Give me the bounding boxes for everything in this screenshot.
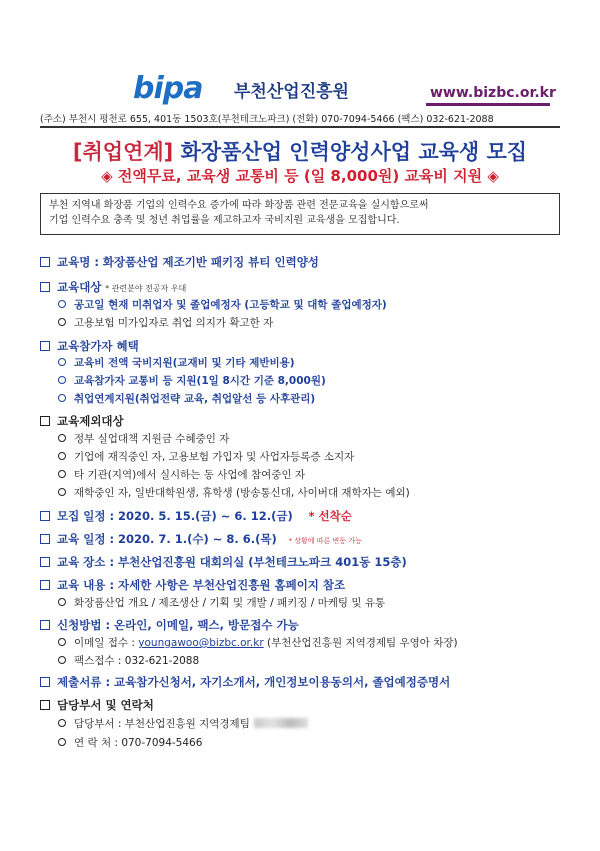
apply-fax-item: 팩스접수 : 032-621-2088 <box>58 654 199 669</box>
schedule-note: * 상황에 따른 변동 가능 <box>288 537 362 545</box>
section-apply <box>40 617 299 633</box>
benefit-item-2: 교육참가자 교통비 등 지원(1일 8시간 기준 8,000원) <box>58 374 326 389</box>
circle-bullet-icon <box>58 719 66 727</box>
excluded-item-3: 타 기관(지역)에서 실시하는 동 사업에 참여중인 자 <box>58 468 305 483</box>
circle-bullet-icon <box>58 318 66 326</box>
apply-email-item <box>58 636 458 651</box>
contact-phone-item: 연 락 처 : 070-7094-5466 <box>58 736 202 751</box>
documents-label: 제출서류 : 교육참가신청서, 자기소개서, 개인정보이용동의서, 졸업예정증명서 <box>57 675 451 689</box>
excluded-item-2: 기업에 재직중인 자, 고용보험 가입자 및 사업자등록증 소지자 <box>58 450 354 465</box>
target-item-2: 고용보험 미가입자로 취업 의지가 확고한 자 <box>58 316 273 331</box>
bipa-logo: bipa <box>133 71 203 106</box>
section-schedule <box>40 531 362 549</box>
circle-bullet-icon <box>58 394 66 402</box>
page-title <box>0 139 600 165</box>
circle-bullet-icon <box>58 488 66 496</box>
org-name: 부천산업진흥원 <box>234 82 349 102</box>
intro-line-2: 기업 인력수요 충족 및 청년 취업률을 제고하고자 국비지원 교육생을 모집합니다. <box>49 215 400 226</box>
benefits-label: 교육참가자 혜택 <box>57 339 139 353</box>
target-item-1: 공고일 현재 미취업자 및 졸업예정자 (고등학교 및 대학 졸업예정자) <box>58 298 387 313</box>
benefit-item-3: 취업연계지원(취업전략 교육, 취업알선 등 사후관리) <box>58 392 315 407</box>
excluded-item-1: 정부 실업대책 지원금 수혜중인 자 <box>58 432 229 447</box>
section-benefits <box>40 338 139 354</box>
address-line: (주소) 부천시 평천로 655, 401동 1503호(부천테크노파크) (전화) 070-7094-5466 (팩스) 032-621-2088 <box>40 114 494 125</box>
intro-box <box>40 193 560 235</box>
circle-bullet-icon <box>58 598 66 606</box>
circle-bullet-icon <box>58 434 66 442</box>
checkbox-square-icon <box>40 700 50 710</box>
section-documents <box>40 674 450 690</box>
checkbox-square-icon <box>40 534 50 544</box>
checkbox-square-icon <box>40 341 50 351</box>
checkbox-square-icon <box>40 511 50 521</box>
course-label: 교육명 : 화장품산업 제조기반 패키징 뷰티 인력양성 <box>57 255 319 269</box>
section-course <box>40 254 319 270</box>
apply-email-link[interactable]: youngawoo@bizbc.or.kr <box>138 637 264 649</box>
apply-email-suffix: (부천산업진흥원 지역경제팀 우영아 차장) <box>267 637 458 649</box>
checkbox-square-icon <box>40 557 50 567</box>
circle-bullet-icon <box>58 376 66 384</box>
section-target <box>40 279 186 297</box>
checkbox-square-icon <box>40 620 50 630</box>
checkbox-square-icon <box>40 677 50 687</box>
schedule-label: 교육 일정 : 2020. 7. 1.(수) ~ 8. 6.(목) <box>57 532 277 546</box>
circle-bullet-icon <box>58 470 66 478</box>
apply-email-prefix: 이메일 접수 : <box>74 637 135 649</box>
url-underline <box>426 103 550 106</box>
recruit-note: * 선착순 <box>308 509 352 523</box>
contact-dept-item: 담당부서 : 부천산업진흥원 지역경제팀 <box>58 717 308 732</box>
section-recruit <box>40 508 352 524</box>
checkbox-square-icon <box>40 282 50 292</box>
checkbox-square-icon <box>40 580 50 590</box>
content-label: 교육 내용 : 자세한 사항은 부천산업진흥원 홈페이지 참조 <box>57 578 346 592</box>
circle-bullet-icon <box>58 656 66 664</box>
content-item-1: 화장품산업 개요 / 제조생산 / 기획 및 개발 / 패키징 / 마케팅 및 유통 <box>58 596 385 611</box>
excluded-item-4: 재학중인 자, 일반대학원생, 휴학생 (방송통신대, 사이버대 재학자는 예외) <box>58 486 410 501</box>
circle-bullet-icon <box>58 738 66 746</box>
intro-line-1: 부천 지역내 화장품 기업의 인력수요 증가에 따라 화장품 관련 전문교육을 실시함으로써 <box>49 200 429 211</box>
circle-bullet-icon <box>58 638 66 646</box>
target-note: * 관련분야 전공자 우대 <box>105 284 187 293</box>
target-label: 교육대상 <box>57 280 102 294</box>
place-label: 교육 장소 : 부천산업진흥원 대회의실 (부천테크노파크 401동 15층) <box>57 555 407 569</box>
header <box>0 70 600 106</box>
contact-label: 담당부서 및 연락처 <box>57 698 154 712</box>
checkbox-square-icon <box>40 257 50 267</box>
circle-bullet-icon <box>58 300 66 308</box>
benefit-item-1: 교육비 전액 국비지원(교재비 및 기타 제반비용) <box>58 356 295 371</box>
section-content <box>40 577 345 593</box>
title-main: 화장품산업 인력양성사업 교육생 모집 <box>180 140 528 164</box>
redacted-name <box>254 718 308 728</box>
circle-bullet-icon <box>58 358 66 366</box>
website-link[interactable]: www.bizbc.or.kr <box>430 85 556 101</box>
title-tag: [취업연계] <box>72 140 174 164</box>
excluded-label: 교육제외대상 <box>57 414 124 428</box>
checkbox-square-icon <box>40 416 50 426</box>
circle-bullet-icon <box>58 452 66 460</box>
section-excluded <box>40 413 124 429</box>
page-subtitle: ◈ 전액무료, 교육생 교통비 등 (일 8,000원) 교육비 지원 ◈ <box>101 167 499 185</box>
section-contact <box>40 697 154 713</box>
section-place <box>40 554 407 570</box>
recruit-label: 모집 일정 : 2020. 5. 15.(금) ~ 6. 12.(금) <box>57 509 293 523</box>
header-divider <box>40 126 560 128</box>
apply-label: 신청방법 : 온라인, 이메일, 팩스, 방문접수 가능 <box>57 618 299 632</box>
